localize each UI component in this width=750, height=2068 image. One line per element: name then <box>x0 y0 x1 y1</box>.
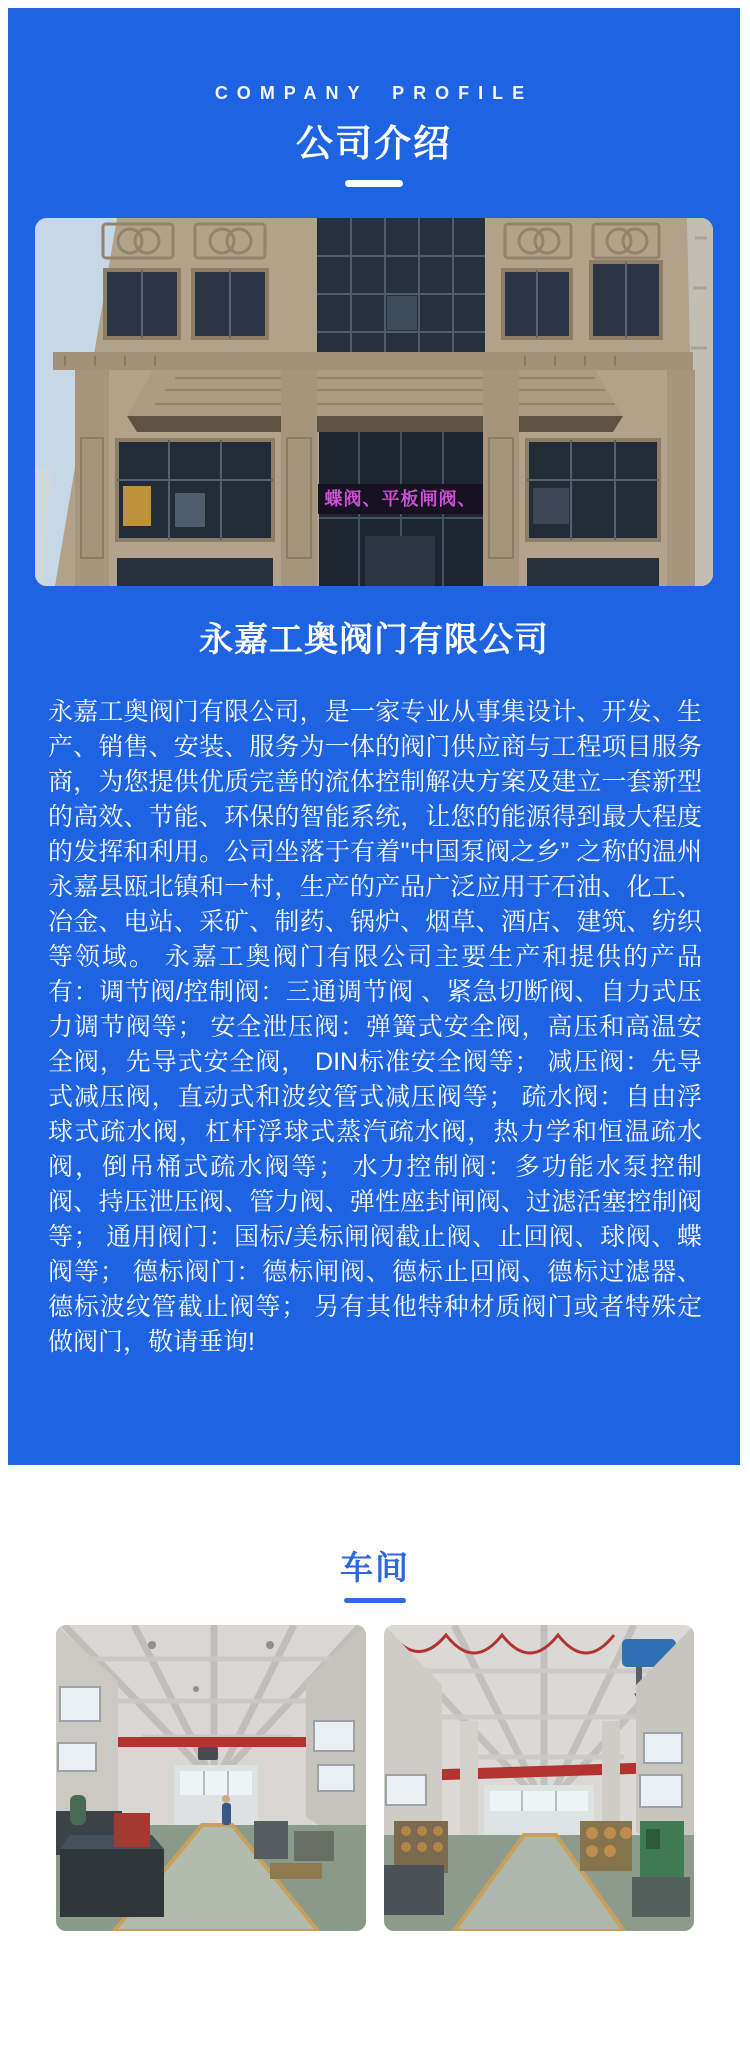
title-underline <box>345 180 403 187</box>
workshop-photo-1-image <box>56 1625 366 1931</box>
building-photo-image <box>35 218 713 586</box>
workshop-title-underline <box>344 1598 406 1603</box>
section-title-company-intro: 公司介绍 <box>296 123 452 164</box>
hero-section <box>8 8 740 1465</box>
workshop-photo-2 <box>384 1625 694 1931</box>
workshop-photos-row <box>0 1625 750 1931</box>
led-sign-text: 蝶阀、平板闸阀、 <box>318 484 483 514</box>
workshop-photo-2-image <box>384 1625 694 1931</box>
company-profile-eyebrow: COMPANY PROFILE <box>214 83 534 103</box>
workshop-photo-1 <box>56 1625 366 1931</box>
company-name: 永嘉工奥阀门有限公司 <box>199 621 549 659</box>
company-intro-text: 永嘉工奥阀门有限公司，是一家专业从事集设计、开发、生产、销售、安装、服务为一体的阀门供应商与工程项目服务商，为您提供优质完善的流体控制解决方案及建立一套新型的高效、节能、环保的智能系统，让您的能源得到最大程度的发挥和利用。公司坐落于有着"中国泵阀之乡” 之称的温州永嘉县瓯北镇和一村，生产的产品广泛应用于石油、化工、冶金、电站、采矿、制药、锅炉、烟草、酒店、建筑、纺织等领域。 永嘉工奥阀门有限公司主要生产和提供的产品有：调节阀/控制阀：三通调节阀 、紧急切断阀、自力式压力调节阀等； 安全泄压阀：弹簧式安全阀，高压和高温安全阀，先导式安全阀， DIN标准安全阀等； 减压阀：先导式减压阀，直动式和波纹管式减压阀等； 疏水阀：自由浮球式疏水阀，杠杆浮球式蒸汽疏水阀，热力学和恒温疏水阀，倒吊桶式疏水阀等； 水力控制阀：多功能水泵控制阀、持压泄压阀、管力阀、弹性座封闸阀、过滤活塞控制阀等； 通用阀门：国标/美标闸阀截止阀、止回阀、球阀、蝶阀等； 德标阀门：德标闸阀、德标止回阀、德标过滤器、德标波纹管截止阀等； 另有其他特种材质阀门或者特殊定做阀门，敬请垂询! <box>48 698 702 1356</box>
workshop-section <box>0 1465 750 1931</box>
building-photo <box>35 218 713 586</box>
workshop-title: 车间 <box>340 1549 410 1586</box>
